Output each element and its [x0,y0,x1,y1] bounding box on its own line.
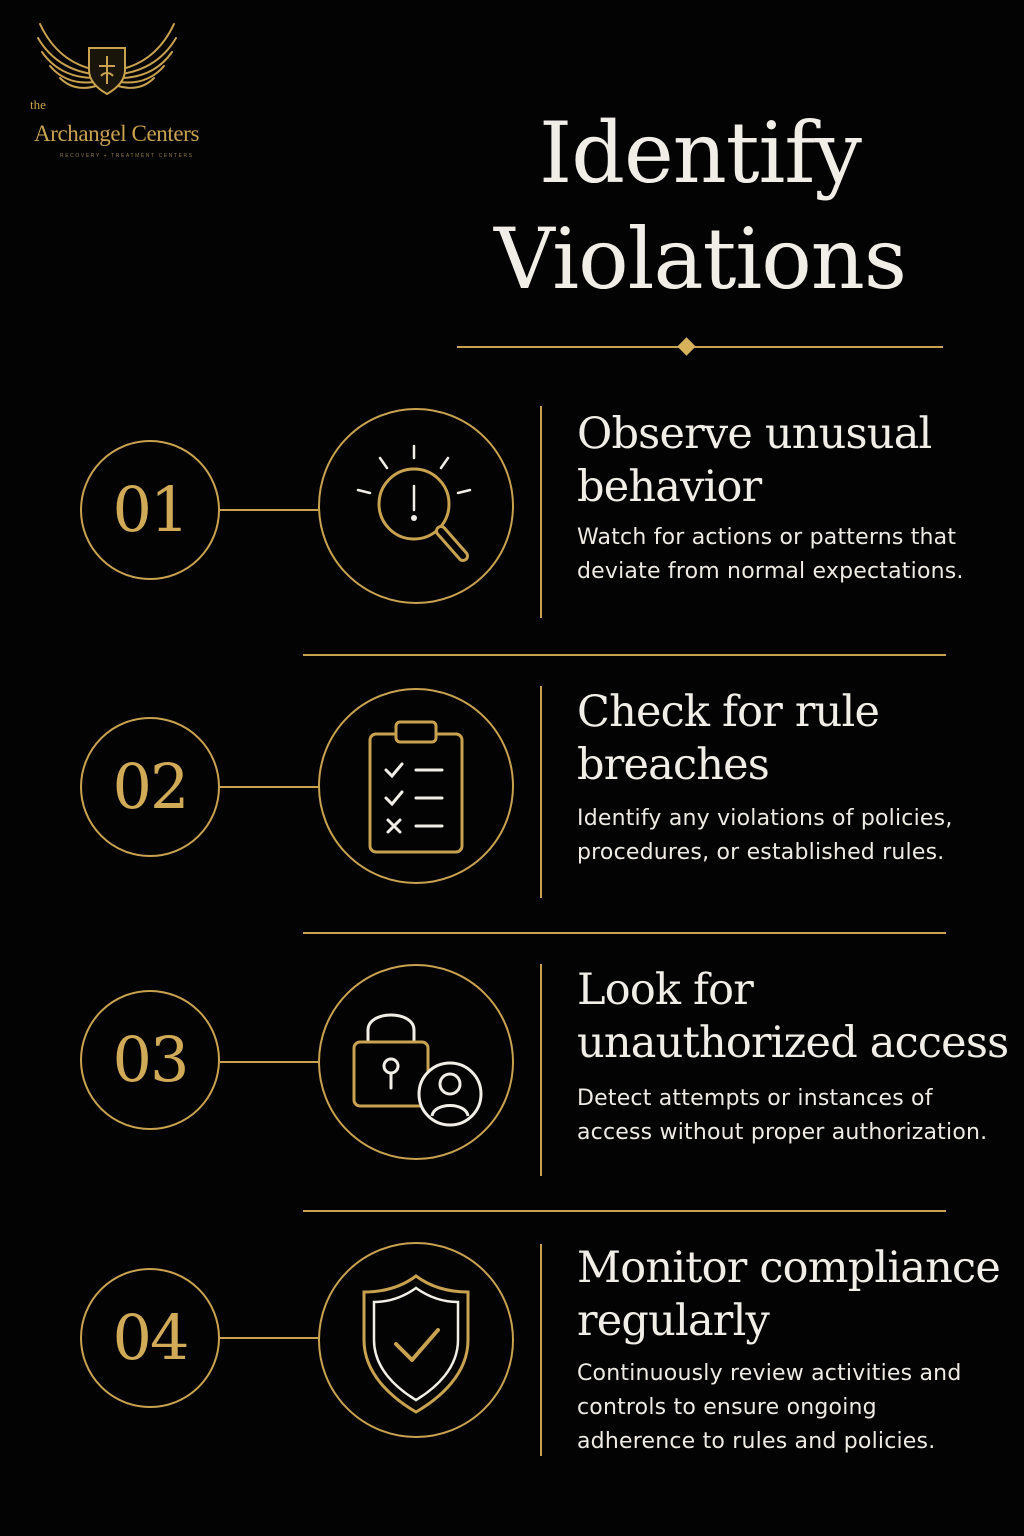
step-description: Continuously review activities and controls to ensure ongoing adherence to rules and policies. [577,1361,962,1454]
diamond-ornament-icon [677,337,695,355]
step-icon-badge [318,964,514,1160]
step-description: Watch for actions or patterns that deviate from normal expectations. [577,525,964,584]
step-heading: Observe unusual behavior [577,409,932,512]
step-connector [220,786,320,788]
step-divider-vertical [540,964,542,1176]
title-line-2: Violations [494,210,906,308]
brand-the: the [30,97,46,112]
step-description: Identify any violations of policies, procedures, or established rules. [577,806,953,865]
magnifier-alert-icon [320,410,516,606]
winged-shield-icon [14,18,200,98]
step-number: 04 [112,1301,188,1374]
step-connector [220,1061,320,1063]
step-divider-vertical [540,686,542,898]
step-description: Detect attempts or instances of access without proper authorization. [577,1086,988,1145]
brand-logo [14,18,200,159]
brand-tagline: RECOVERY + TREATMENT CENTERS [60,153,194,159]
step-connector [220,1337,320,1339]
shield-check-icon [320,1244,516,1440]
step-number-badge [80,990,220,1130]
step-heading: Check for rule breaches [577,687,880,790]
step-icon-badge [318,408,514,604]
step-number-badge [80,717,220,857]
section-divider [303,932,946,934]
step-heading: Look for unauthorized access [577,965,1009,1068]
section-divider [303,654,946,656]
step-icon-badge [318,688,514,884]
step-number-badge [80,1268,220,1408]
step-number-badge [80,440,220,580]
checklist-clipboard-icon [320,690,516,886]
step-number: 03 [112,1023,188,1096]
step-heading: Monitor compliance regularly [577,1243,1000,1346]
step-icon-badge [318,1242,514,1438]
step-number: 02 [112,750,188,823]
step-divider-vertical [540,406,542,618]
section-divider [303,1210,946,1212]
title-line-1: Identify [539,104,861,202]
brand-name: Archangel Centers [34,121,199,146]
lock-user-icon [320,966,516,1162]
step-connector [220,509,320,511]
title-divider [457,346,943,348]
page-title [420,100,980,312]
step-divider-vertical [540,1244,542,1456]
step-number: 01 [112,473,188,546]
